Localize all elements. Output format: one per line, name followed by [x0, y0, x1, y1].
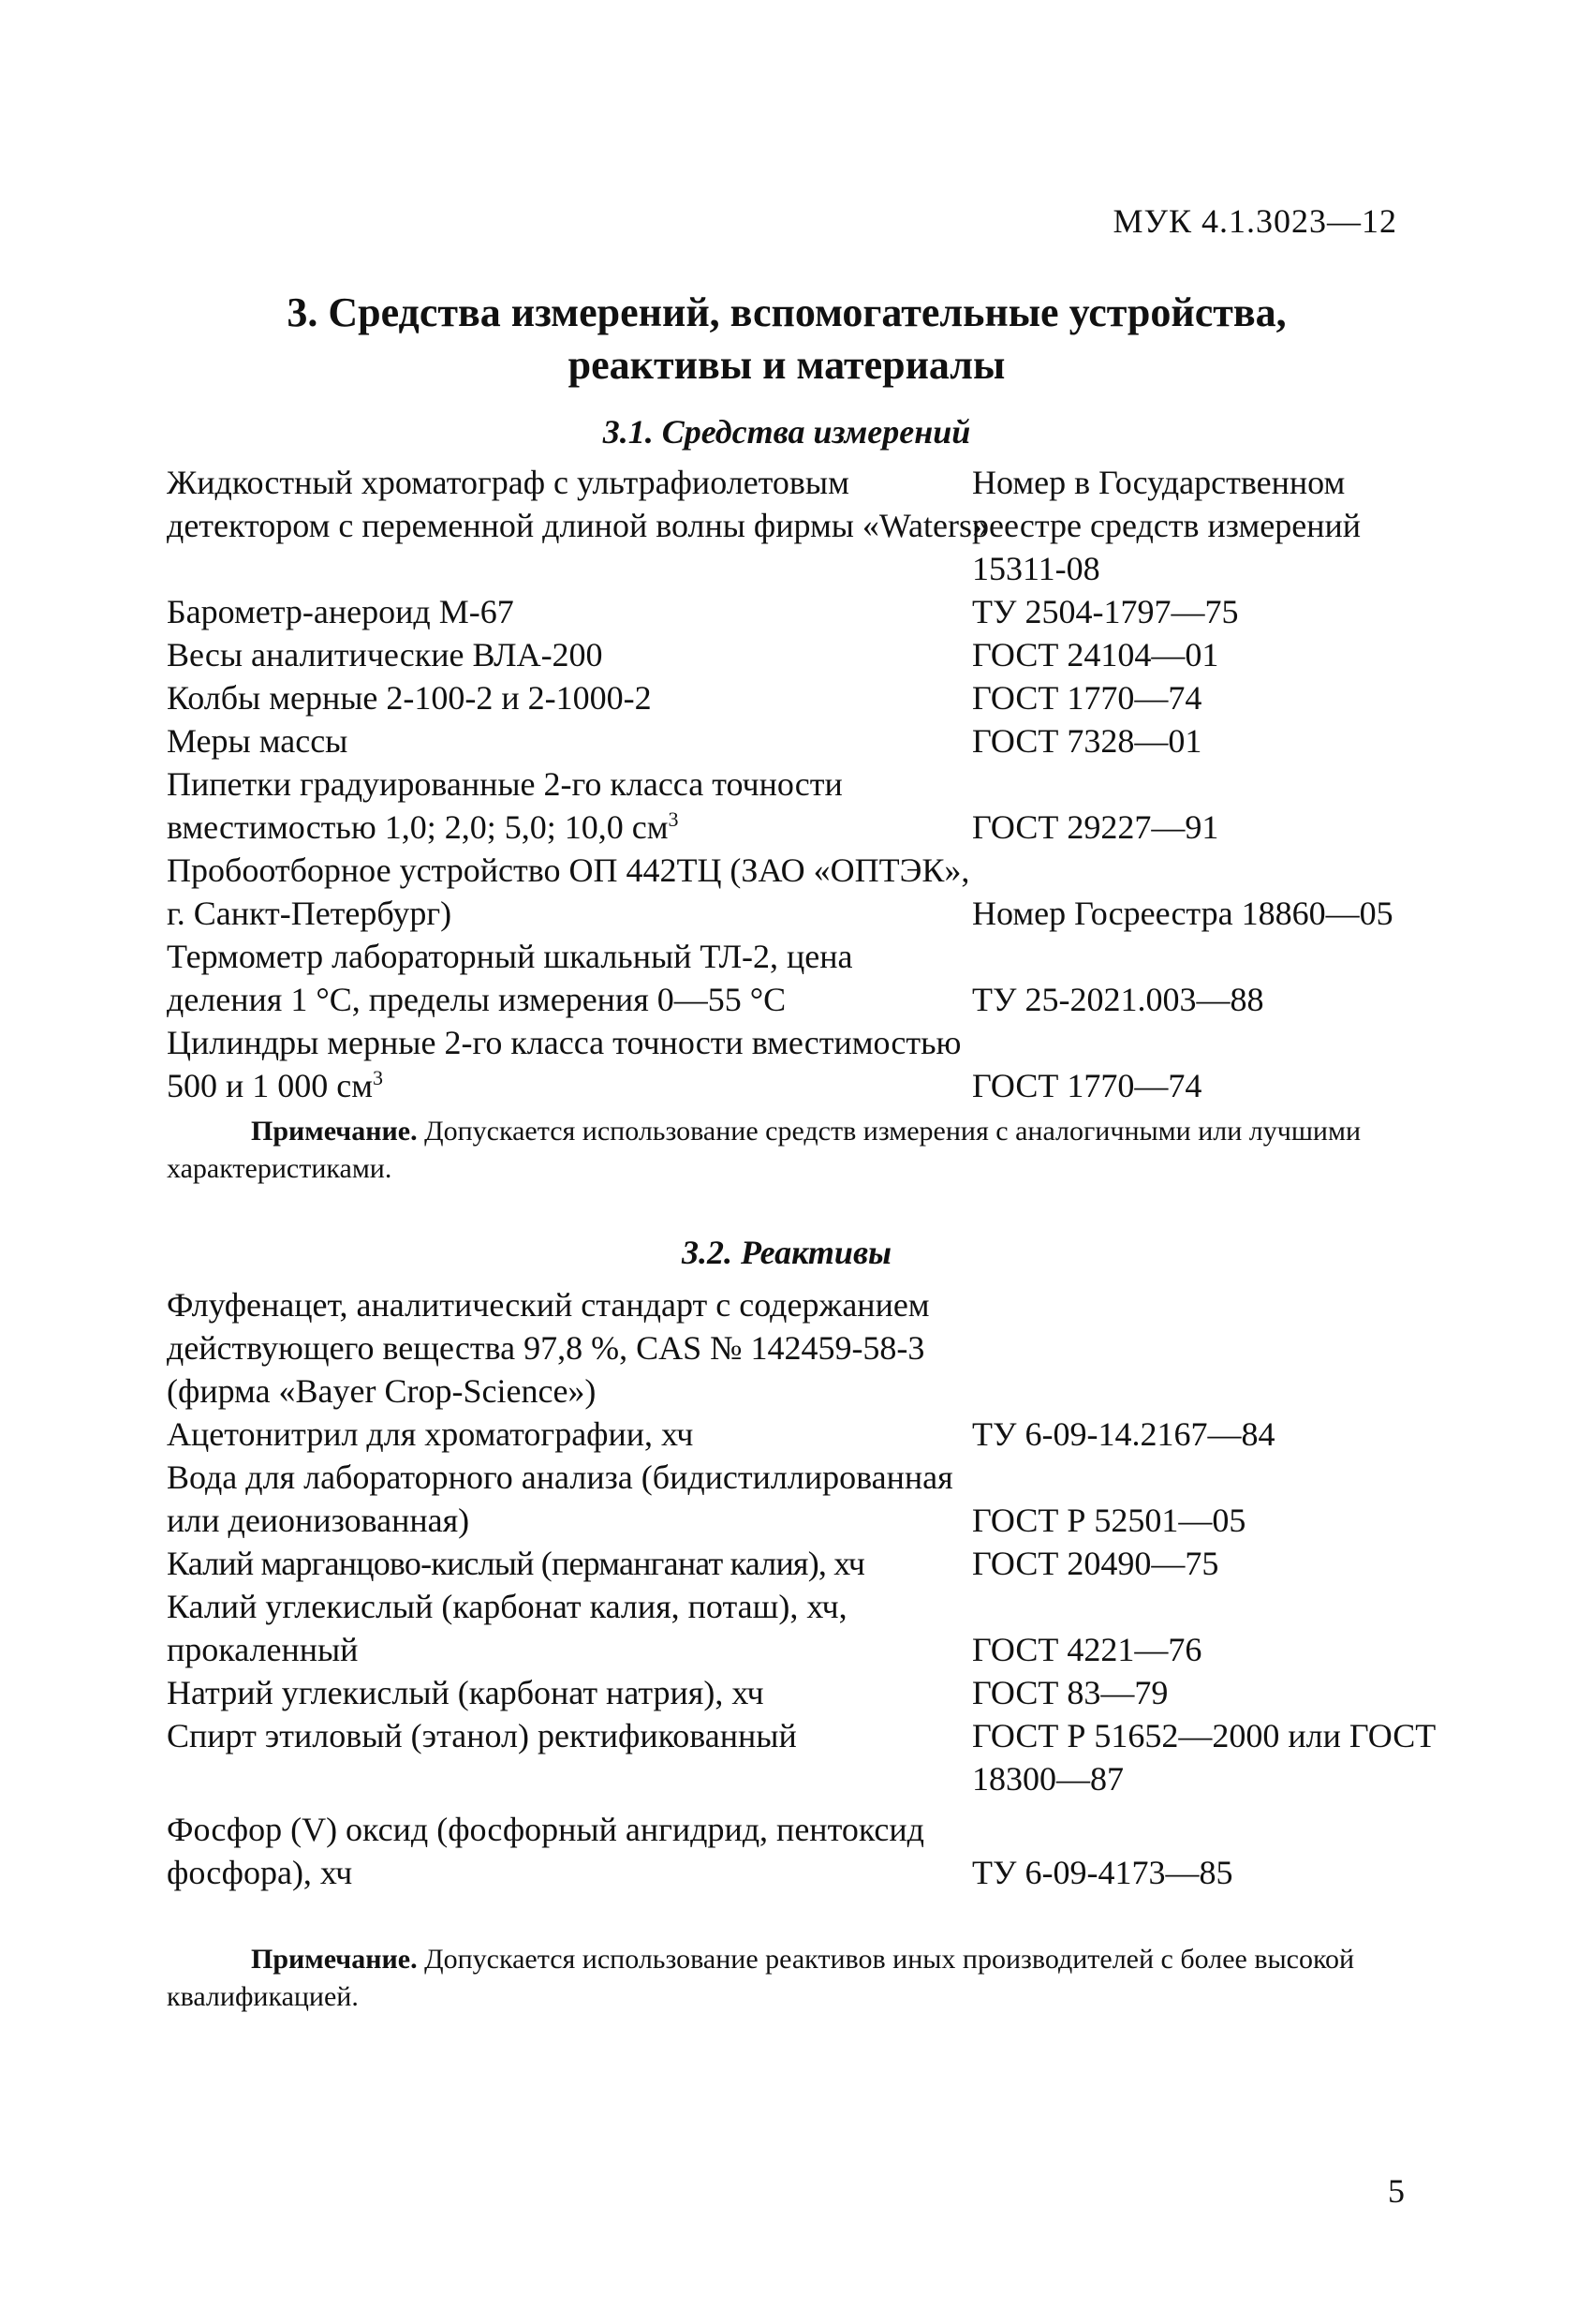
list-item	[167, 633, 1459, 676]
reagents-subtitle: 3.2. Реактивы	[681, 1234, 892, 1271]
item-name: Ацетонитрил для хроматографии, хч	[167, 1415, 694, 1453]
item-name: Натрий углекислый (карбонат натрия), хч	[167, 1674, 764, 1711]
list-item	[167, 762, 1459, 849]
item-standard: ТУ 25-2021.003—88	[972, 981, 1264, 1018]
list-item	[167, 676, 1459, 719]
list-item	[167, 1283, 1459, 1413]
item-standard: ГОСТ 29227—91	[972, 808, 1219, 846]
note-text: Допускается использование реактивов иных производителей с более высокой квалификацией.	[167, 1944, 1355, 2012]
item-standard: ТУ 6-09-14.2167—84	[972, 1415, 1275, 1453]
item-name: Термометр лабораторный шкальный ТЛ-2, цена деления 1 °С, пределы измерения 0—55 °С	[167, 938, 853, 1018]
list-item	[167, 1021, 1459, 1107]
superscript: 3	[668, 807, 679, 831]
item-name: Меры массы	[167, 722, 348, 760]
section-title	[159, 287, 1414, 392]
measuring-list	[167, 461, 1459, 1107]
item-standard: ГОСТ 1770—74	[972, 1067, 1202, 1104]
list-item	[167, 1542, 1459, 1585]
item-name-text: Пипетки градуированные 2-го класса точности вместимостью 1,0; 2,0; 5,0; 10,0 см	[167, 765, 843, 846]
list-item	[167, 1585, 1459, 1671]
superscript: 3	[373, 1066, 384, 1089]
item-name: Фосфор (V) оксид (фосфорный ангидрид, пентоксид фосфора), хч	[167, 1811, 924, 1891]
reagents-note	[167, 1941, 1422, 2016]
list-item	[167, 1808, 1459, 1894]
item-name: Флуфенацет, аналитический стандарт с содержанием действующего вещества 97,8 %, CAS № 142459-58-3 (фирма «Bayer Crop-Science»)	[167, 1286, 930, 1410]
list-item	[167, 1714, 1459, 1800]
list-item	[167, 1413, 1459, 1456]
item-standard: ТУ 2504-1797—75	[972, 593, 1239, 630]
document-code: МУК 4.1.3023—12	[1113, 202, 1397, 240]
item-name: Весы аналитические ВЛА-200	[167, 636, 603, 674]
item-standard: ТУ 6-09-4173—85	[972, 1854, 1233, 1891]
item-name-text: Цилиндры мерные 2-го класса точности вместимостью 500 и 1 000 см	[167, 1024, 962, 1104]
item-name: Жидкостный хроматограф с ультрафиолетовым детектором с переменной длиной волны фирмы «Waters»	[167, 464, 989, 544]
item-name	[167, 1021, 972, 1107]
section-title-line-1: 3. Средства измерений, вспомогательные устройства,	[287, 289, 1287, 335]
item-standard: ГОСТ Р 51652—2000 или ГОСТ 18300—87	[972, 1717, 1437, 1798]
item-name: Калий углекислый (карбонат калия, поташ), хч, прокаленный	[167, 1588, 848, 1668]
list-item	[167, 849, 1459, 935]
section-title-line-2: реактивы и материалы	[568, 342, 1006, 388]
note-label: Примечание.	[251, 1116, 418, 1147]
item-standard: ГОСТ 4221—76	[972, 1631, 1202, 1668]
item-standard: ГОСТ 1770—74	[972, 679, 1202, 717]
list-item	[167, 590, 1459, 633]
item-standard: Номер в Государственном реестре средств измерений 15311-08	[972, 464, 1362, 587]
list-item	[167, 461, 1459, 590]
item-name: Калий марганцово-кислый (перманганат калия), хч	[167, 1545, 864, 1582]
measuring-subtitle: 3.1. Средства измерений	[602, 413, 971, 451]
page-number: 5	[1388, 2172, 1405, 2210]
item-name: Спирт этиловый (этанол) ректификованный	[167, 1717, 797, 1754]
item-name: Пробоотборное устройство ОП 442ТЦ (ЗАО «ОПТЭК», г. Санкт-Петербург)	[167, 851, 970, 932]
list-item	[167, 935, 1459, 1021]
item-name: Барометр-анероид М-67	[167, 593, 514, 630]
item-standard: ГОСТ 20490—75	[972, 1545, 1219, 1582]
note-text: Допускается использование средств измерения с аналогичными или лучшими характеристиками.	[167, 1116, 1362, 1184]
list-item	[167, 1456, 1459, 1542]
item-name	[167, 762, 972, 849]
note-label: Примечание.	[251, 1944, 418, 1975]
item-standard: Номер Госреестра 18860—05	[972, 895, 1393, 932]
list-item	[167, 719, 1459, 762]
list-item	[167, 1671, 1459, 1714]
measuring-note	[167, 1113, 1422, 1188]
item-standard: ГОСТ Р 52501—05	[972, 1502, 1246, 1539]
item-name: Вода для лабораторного анализа (бидистиллированная или деионизованная)	[167, 1458, 953, 1539]
item-standard: ГОСТ 7328—01	[972, 722, 1202, 760]
item-standard: ГОСТ 24104—01	[972, 636, 1219, 674]
reagents-list	[167, 1283, 1459, 1894]
item-name: Колбы мерные 2-100-2 и 2-1000-2	[167, 679, 652, 717]
item-standard: ГОСТ 83—79	[972, 1674, 1169, 1711]
